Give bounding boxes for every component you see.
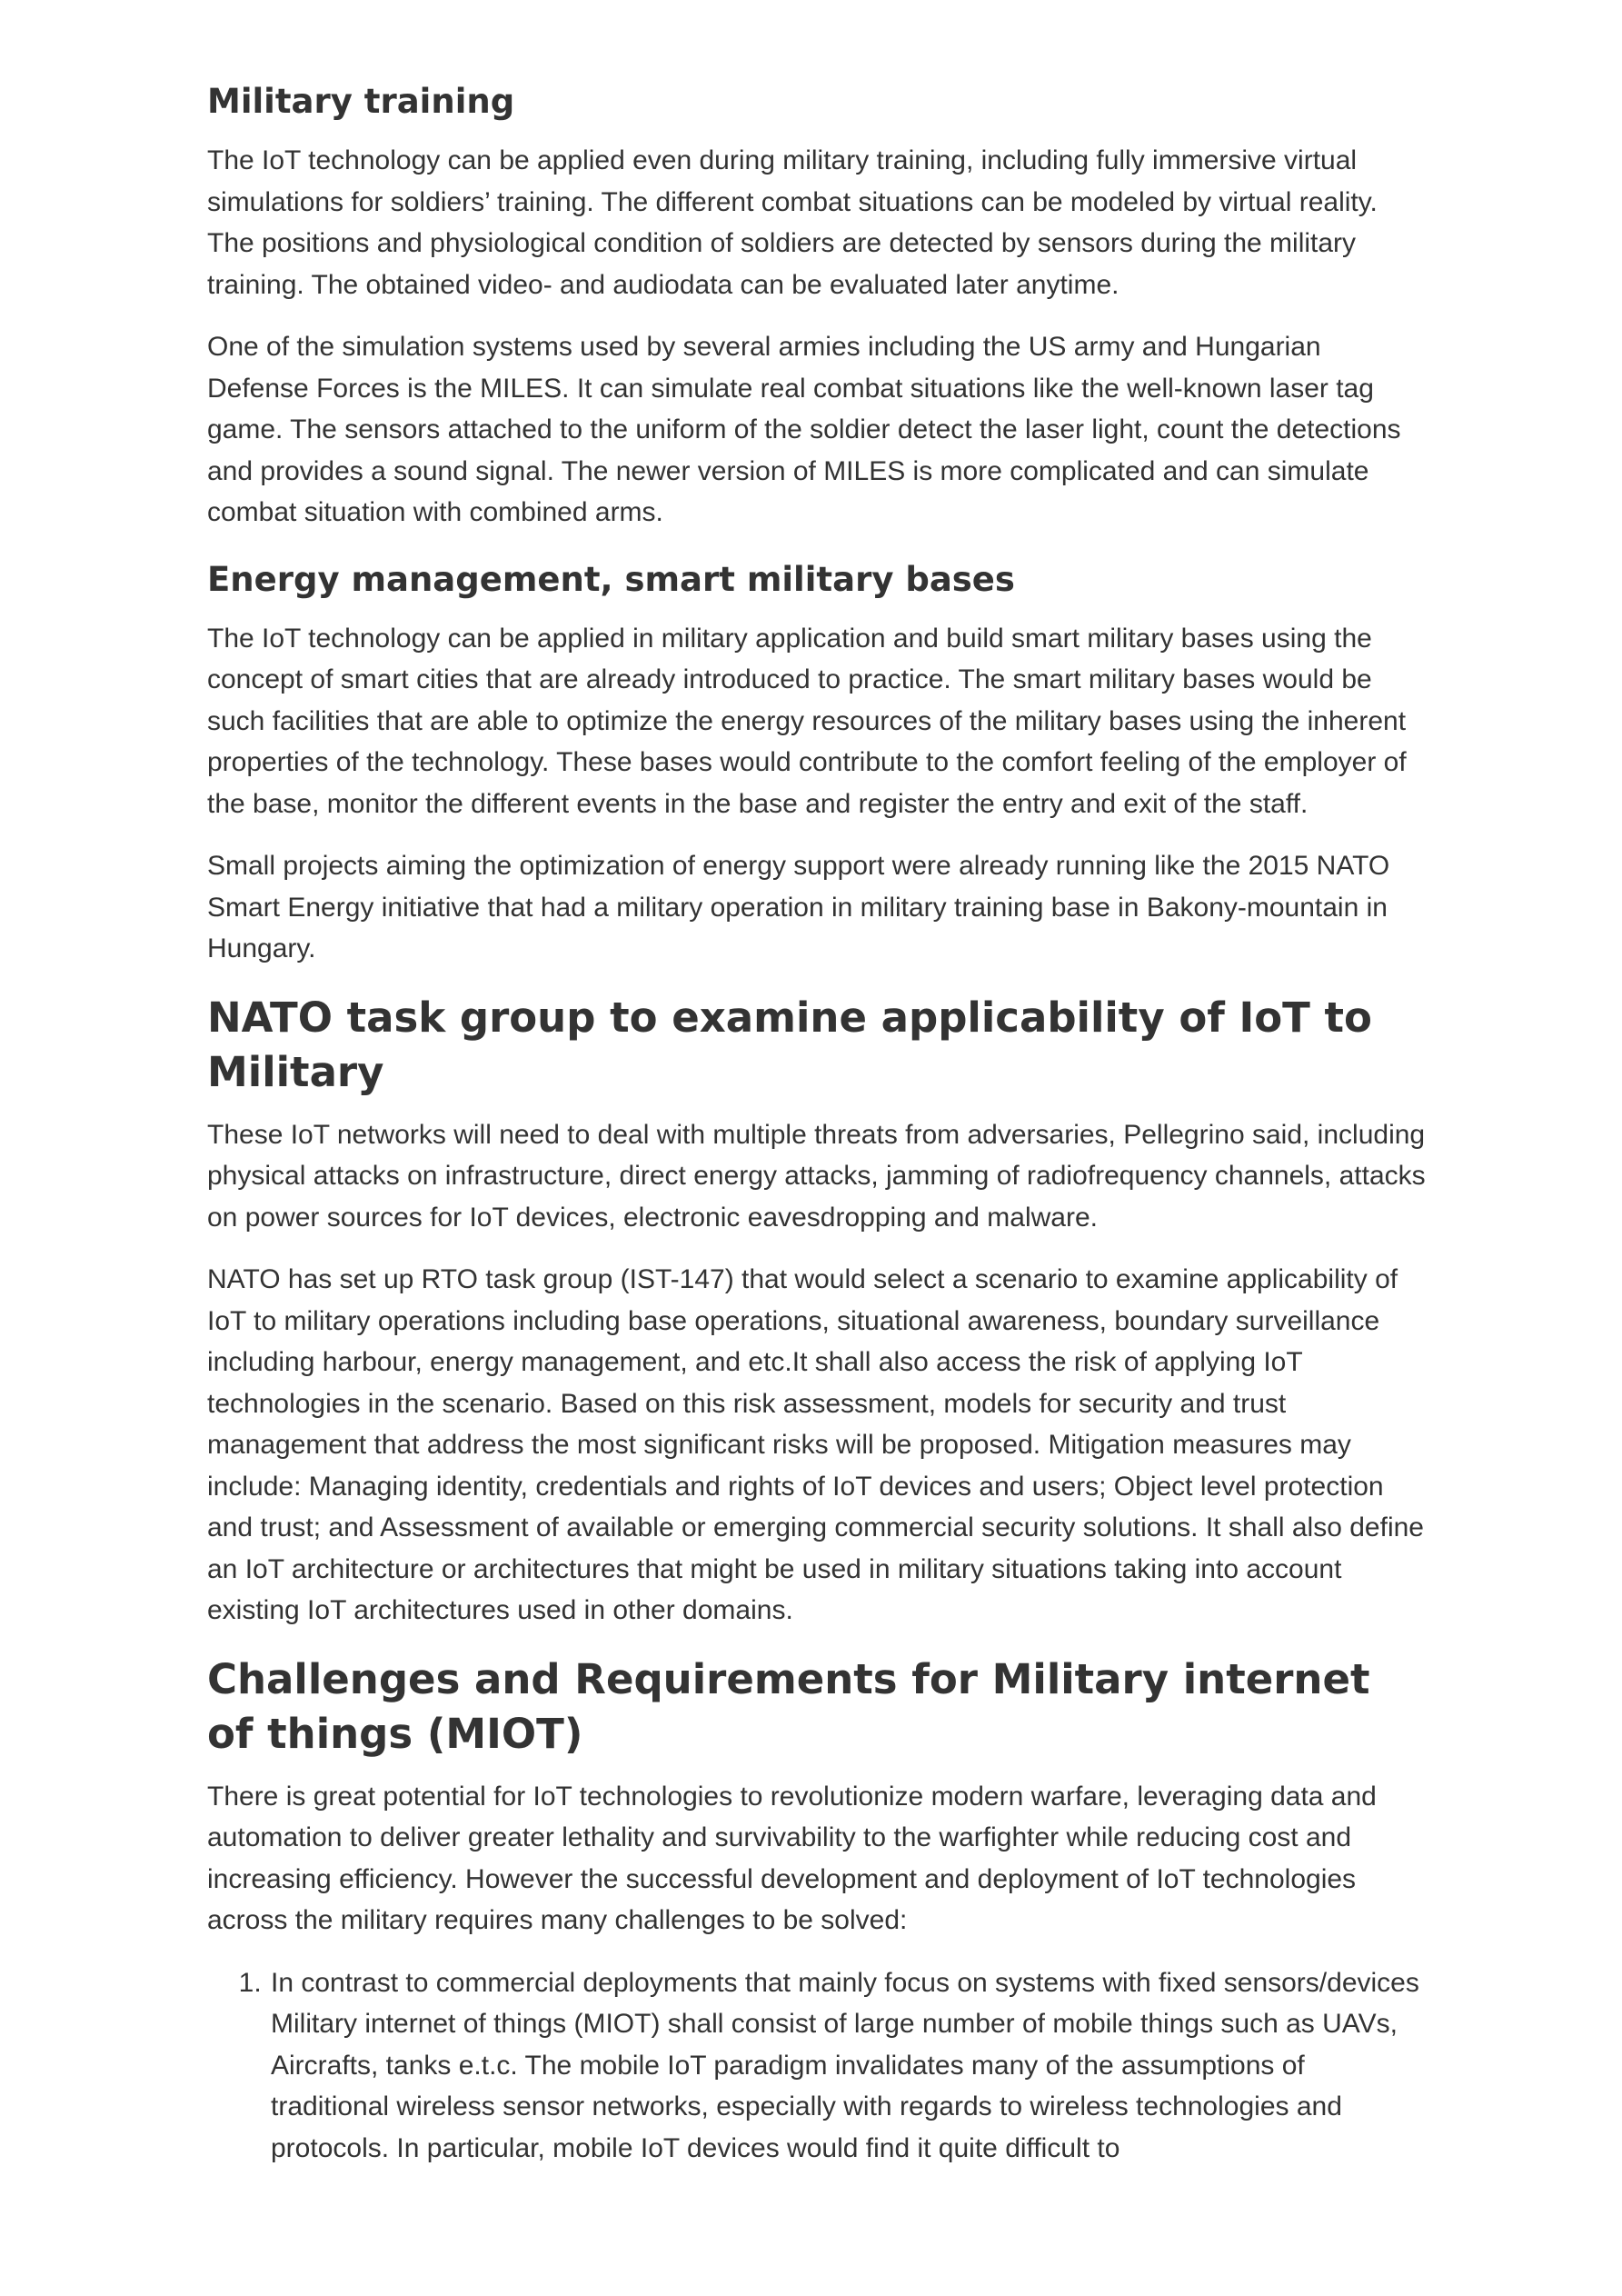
challenges-list — [207, 1962, 1429, 2170]
section-heading-challenges: Challenges and Requirements for Military internet of things (MIOT) — [207, 1654, 1370, 1758]
paragraph: NATO has set up RTO task group (IST-147) that would select a scenario to examine applicability of IoT to military operations including base operations, situational awareness, boundary surveillance including harbour, energy management, and etc.It shall also access the risk of applying IoT technologies in the scenario. Based on this risk assessment, models for security and trust management that address the most significant risks will be proposed. Mitigation measures may include: Managing identity, credentials and rights of IoT devices and users; Object level protection and trust; and Assessment of available or emerging commercial security solutions. It shall also define an IoT architecture or architectures that might be used in military situations taking into account existing IoT architectures used in other domains. — [207, 1264, 1424, 1625]
paragraph: These IoT networks will need to deal with multiple threats from adversaries, Pellegrino said, including physical attacks on infrastructure, direct energy attacks, jamming of radiofrequency channels, attacks on power sources for IoT devices, electronic eavesdropping and malware. — [207, 1119, 1426, 1233]
paragraph: The IoT technology can be applied even during military training, including fully immersive virtual simulations for soldiers’ training. The different combat situations can be modeled by virtual reality. The positions and physiological condition of soldiers are detected by sensors during the military training. The obtained video- and audiodata can be evaluated later anytime. — [207, 145, 1378, 300]
paragraph: Small projects aiming the optimization of energy support were already running like the 2015 NATO Smart Energy initiative that had a military operation in military training base in Bakony-mountain in Hungary. — [207, 851, 1390, 963]
list-item: 1. In contrast to commercial deployments that mainly focus on systems with fixed sensors/devices Military internet of things (MIOT) shall consist of large number of mobile things such as UAVs, Aircrafts, tanks e.t.c. The mobile IoT paradigm invalidates many of the assumptions of traditional wireless sensor networks, especially with regards to wireless technologies and protocols. In particular, mobile IoT devices would find it quite difficult to — [269, 1962, 1429, 2170]
paragraph: There is great potential for IoT technologies to revolutionize modern warfare, leveraging data and automation to deliver greater lethality and survivability to the warfighter while reducing cost and increasing efficiency. However the successful development and deployment of IoT technologies across the military requires many challenges to be solved: — [207, 1781, 1377, 1935]
section-heading-military-training: Military training — [207, 82, 515, 121]
section-heading-energy-management: Energy management, smart military bases — [207, 559, 1015, 599]
paragraph: The IoT technology can be applied in military application and build smart military bases using the concept of smart cities that are already introduced to practice. The smart military bases would be such facilities that are able to optimize the energy resources of the military bases using the inherent properties of the technology. These bases would contribute to the comfort feeling of the employer of the base, monitor the different events in the base and register the entry and exit of the staff. — [207, 623, 1407, 819]
paragraph: One of the simulation systems used by several armies including the US army and Hungarian Defense Forces is the MILES. It can simulate real combat situations like the well-known laser tag game. The sensors attached to the uniform of the soldier detect the laser light, count the detections and provides a sound signal. The newer version of MILES is more complicated and can simulate combat situation with combined arms. — [207, 332, 1401, 527]
section-heading-nato-task-group: NATO task group to examine applicability of IoT to Military — [207, 993, 1372, 1096]
article-body — [207, 76, 1429, 2169]
